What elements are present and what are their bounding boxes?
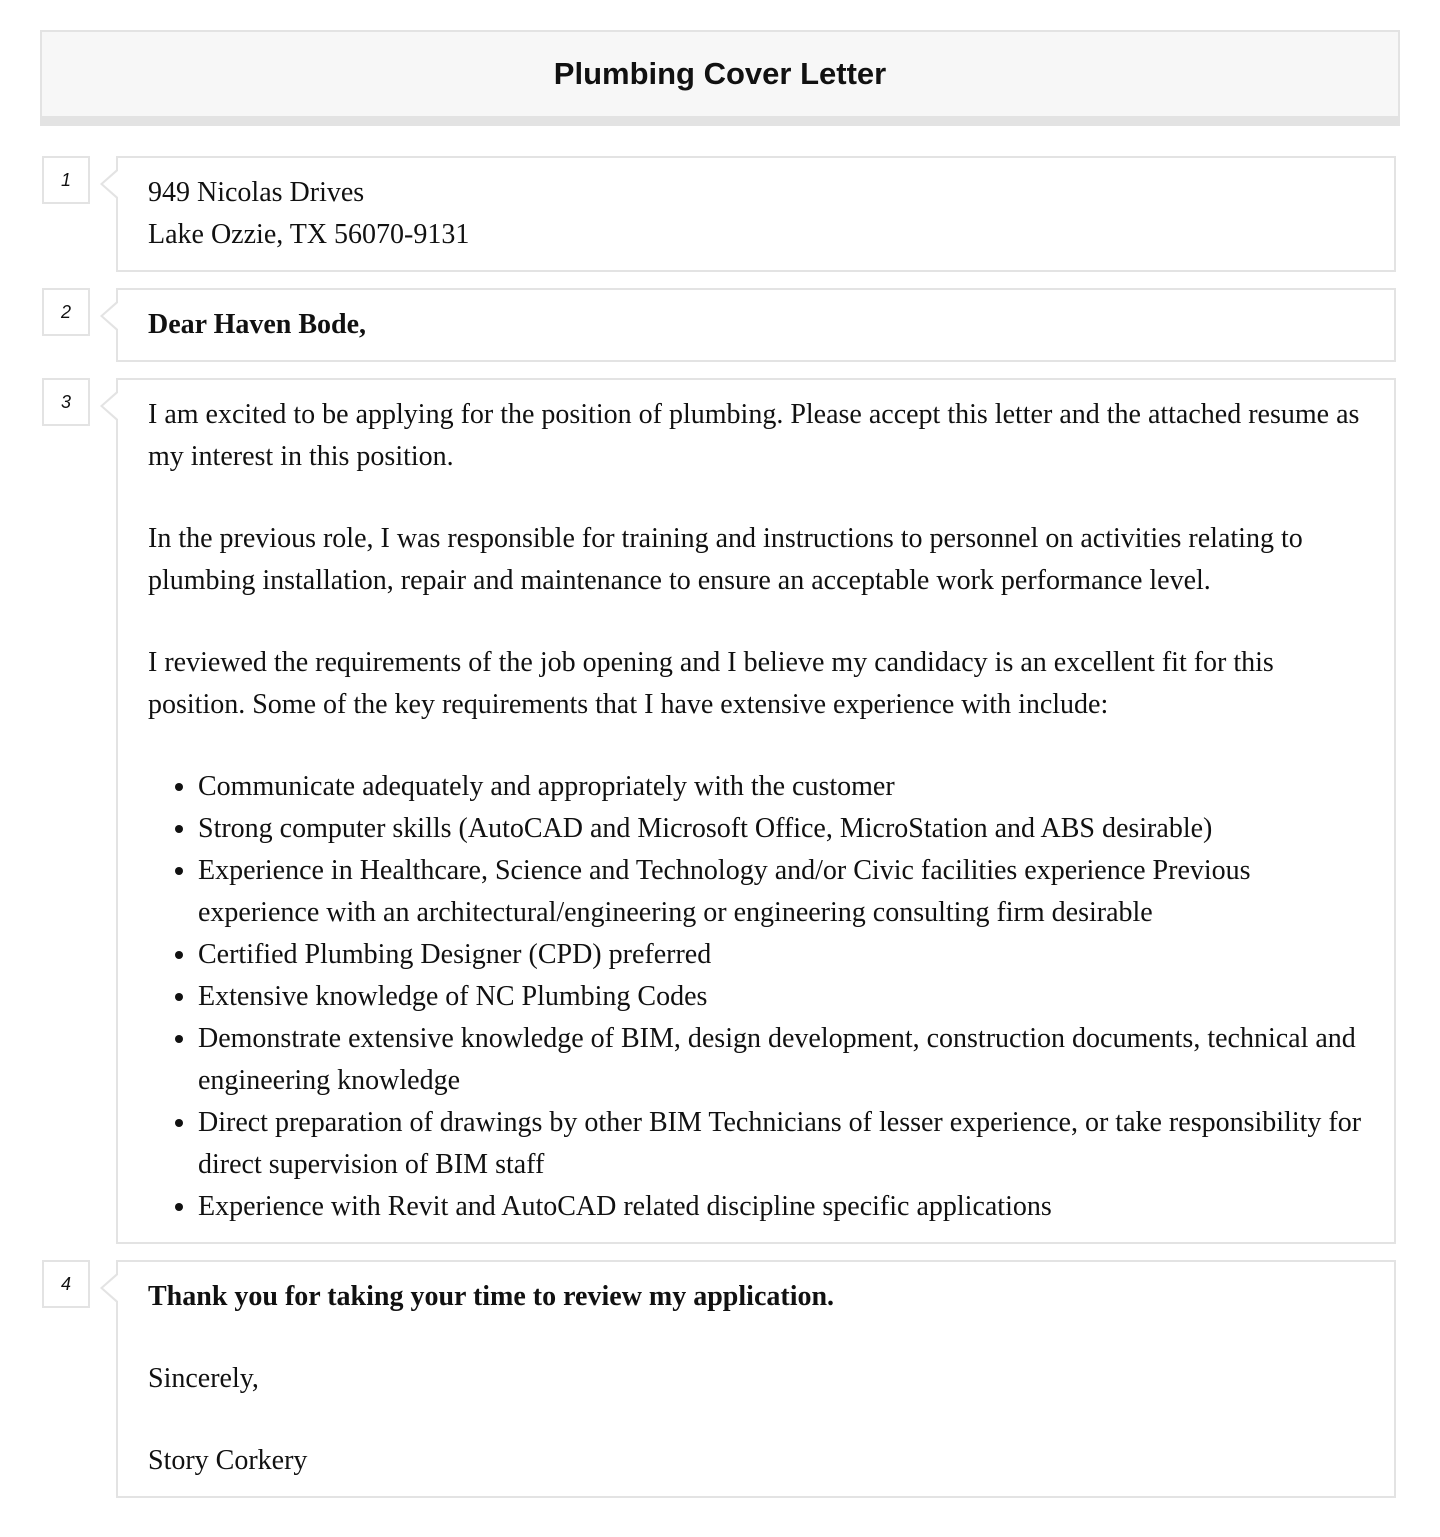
section-number: 4	[42, 1260, 90, 1308]
body-paragraph-intro: I am excited to be applying for the position of plumbing. Please accept this letter and the attached resume as my interest in this position.	[148, 399, 1360, 472]
list-item: • Direct preparation of drawings by other BIM Technicians of lesser experience, or take responsibility for direct supervision of BIM staff	[198, 1102, 1364, 1186]
signature-name: Story Corkery	[148, 1445, 308, 1476]
section-number: 3	[42, 378, 90, 426]
closing-card	[116, 1260, 1396, 1498]
list-item: • Experience with Revit and AutoCAD related discipline specific applications	[198, 1186, 1364, 1228]
signoff: Sincerely,	[148, 1363, 259, 1394]
section-number: 1	[42, 156, 90, 204]
list-item: • Strong computer skills (AutoCAD and Microsoft Office, MicroStation and ABS desirable)	[198, 808, 1364, 850]
body-paragraph-experience: In the previous role, I was responsible for training and instructions to personnel on activities relating to plumbing installation, repair and maintenance to ensure an acceptable work performance level.	[148, 523, 1303, 596]
page-title: Plumbing Cover Letter	[553, 56, 887, 91]
list-item: • Experience in Healthcare, Science and Technology and/or Civic facilities experience Previous experience with an architectural/engineering or engineering consulting firm desirable	[198, 850, 1364, 934]
body-paragraph-requirements: I reviewed the requirements of the job opening and I believe my candidacy is an excellent fit for this position. Some of the key requirements that I have extensive experience with include:	[148, 647, 1274, 720]
section-number: 2	[42, 288, 90, 336]
body-card	[116, 378, 1396, 1244]
address-line-1: 949 Nicolas Drives	[148, 177, 365, 208]
salutation-card	[116, 288, 1396, 362]
closing-line: Thank you for taking your time to review my application.	[148, 1281, 835, 1312]
list-item: • Demonstrate extensive knowledge of BIM, design development, construction documents, technical and engineering knowledge	[198, 1018, 1364, 1102]
requirements-list	[148, 766, 1364, 1228]
address-card	[116, 156, 1396, 272]
salutation: Dear Haven Bode,	[148, 309, 367, 340]
list-item: • Certified Plumbing Designer (CPD) preferred	[198, 934, 1364, 976]
title-bar	[40, 30, 1400, 126]
list-item: • Extensive knowledge of NC Plumbing Codes	[198, 976, 1364, 1018]
list-item: • Communicate adequately and appropriately with the customer	[198, 766, 1364, 808]
address-line-2: Lake Ozzie, TX 56070-9131	[148, 219, 470, 250]
